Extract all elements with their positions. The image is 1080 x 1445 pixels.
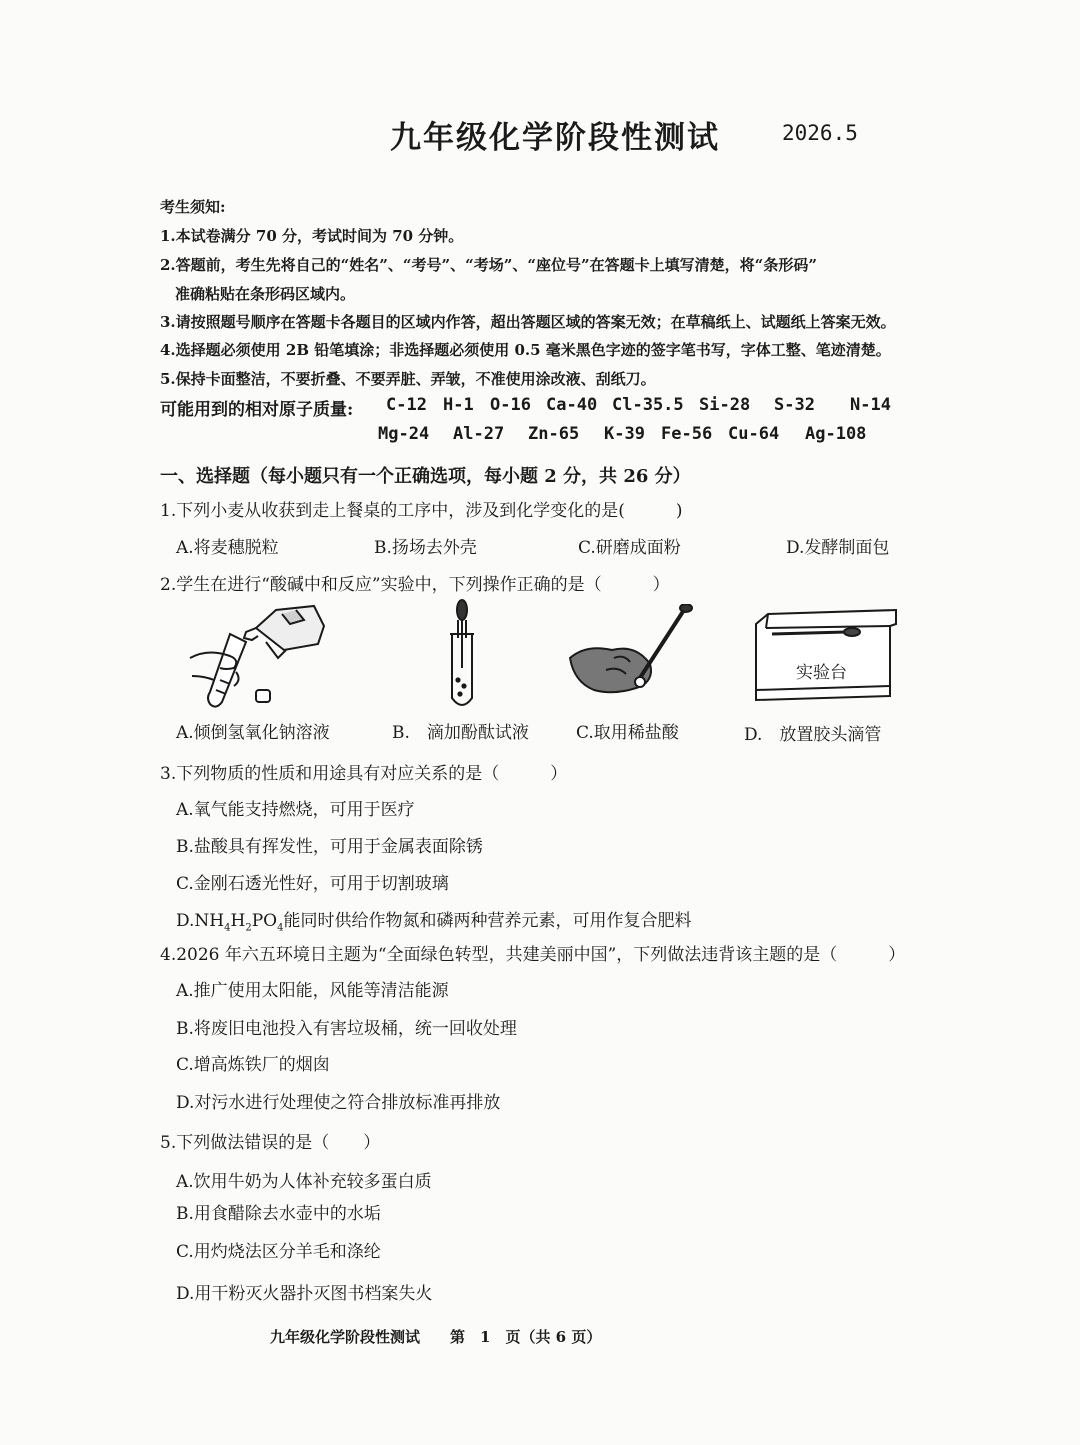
note-item: 1.本试卷满分 70 分，考试时间为 70 分钟。 [160,227,464,245]
dropper-figure [440,598,484,712]
option-c: C.用灼烧法区分羊毛和涤纶 [176,1242,381,1262]
option-b: B.扬场去外壳 [374,538,477,558]
notes-heading: 考生须知: [160,198,226,216]
exam-date: 2026.5 [782,121,858,145]
acid-figure [566,604,696,704]
option-b: B.用食醋除去水壶中的水垢 [176,1204,381,1224]
note-item: 4.选择题必须使用 2B 铅笔填涂；非选择题必须使用 0.5 毫米黑色字迹的签字笔书写，字体工整、笔迹清楚。 [160,341,891,359]
atomic-mass: Cu-64 [728,424,780,444]
atomic-mass: O-16 [490,395,531,415]
bench-label: 实验台 [796,663,847,683]
bench-figure [752,608,898,704]
option-b: B. 滴加酚酞试液 [392,723,529,743]
option-b: B.盐酸具有挥发性，可用于金属表面除锈 [176,837,483,857]
pouring-figure [186,598,336,710]
option-d: D.用干粉灭火器扑灭图书档案失火 [176,1284,433,1304]
option-a: A.将麦穗脱粒 [176,538,279,558]
note-item: 3.请按照题号顺序在答题卡各题目的区域内作答，超出答题区域的答案无效；在草稿纸上、试题纸上答案无效。 [160,313,896,331]
atomic-mass-label: 可能用到的相对原子质量: [160,400,354,420]
option-a: A.倾倒氢氧化钠溶液 [176,723,330,743]
question-stem: 5.下列做法错误的是（ ） [160,1133,381,1153]
option-c: C.增高炼铁厂的烟囱 [176,1055,330,1075]
note-item: 2.答题前，考生先将自己的“姓名”、“考号”、“考场”、“座位号”在答题卡上填写清楚，将“条形码” [160,256,817,274]
atomic-mass: Si-28 [699,395,751,415]
question-stem: 4.2026 年六五环境日主题为“全面绿色转型，共建美丽中国”，下列做法违背该主题的是（ ） [160,945,906,965]
note-item: 5.保持卡面整洁，不要折叠、不要弄脏、弄皱，不准使用涂改液、刮纸刀。 [160,370,656,388]
atomic-mass: Zn-65 [528,424,580,444]
atomic-mass: Mg-24 [378,424,430,444]
atomic-mass: Ca-40 [546,395,598,415]
question-stem: 3.下列物质的性质和用途具有对应关系的是（ ） [160,764,568,784]
atomic-mass: K-39 [604,424,645,444]
atomic-mass: Al-27 [453,424,505,444]
option-a: A.推广使用太阳能，风能等清洁能源 [176,981,449,1001]
question-stem: 2.学生在进行“酸碱中和反应”实验中，下列操作正确的是（ ） [160,575,670,595]
option-b: B.将废旧电池投入有害垃圾桶，统一回收处理 [176,1019,517,1039]
atomic-mass: S-32 [774,395,815,415]
question-stem: 1.下列小麦从收获到走上餐桌的工序中，涉及到化学变化的是( ) [160,501,683,521]
option-d: D. 放置胶头滴管 [744,725,882,745]
option-c: C.取用稀盐酸 [576,723,679,743]
option-d: D.对污水进行处理使之符合排放标准再排放 [176,1093,501,1113]
option-d: D.发酵制面包 [786,538,890,558]
atomic-mass: H-1 [443,395,474,415]
option-c: C.金刚石透光性好，可用于切割玻璃 [176,874,449,894]
atomic-mass: C-12 [386,395,427,415]
atomic-mass: N-14 [850,395,891,415]
atomic-mass: Cl-35.5 [612,395,684,415]
atomic-mass: Fe-56 [661,424,713,444]
option-a: A.氧气能支持燃烧，可用于医疗 [176,800,415,820]
option-d: $D.NH_4H_2PO_4$能同时供给作物氮和磷两种营养元素，可用作复合肥料 [176,911,692,934]
option-a: A.饮用牛奶为人体补充较多蛋白质 [176,1172,432,1192]
option-c: C.研磨成面粉 [578,538,681,558]
note-item: 准确粘贴在条形码区域内。 [175,285,356,303]
section-heading: 一、选择题（每小题只有一个正确选项，每小题 2 分，共 26 分） [160,466,691,487]
page-title: 九年级化学阶段性测试 [390,120,720,156]
page-footer: 九年级化学阶段性测试 第 1 页（共 6 页） [270,1328,602,1346]
atomic-mass: Ag-108 [805,424,867,444]
